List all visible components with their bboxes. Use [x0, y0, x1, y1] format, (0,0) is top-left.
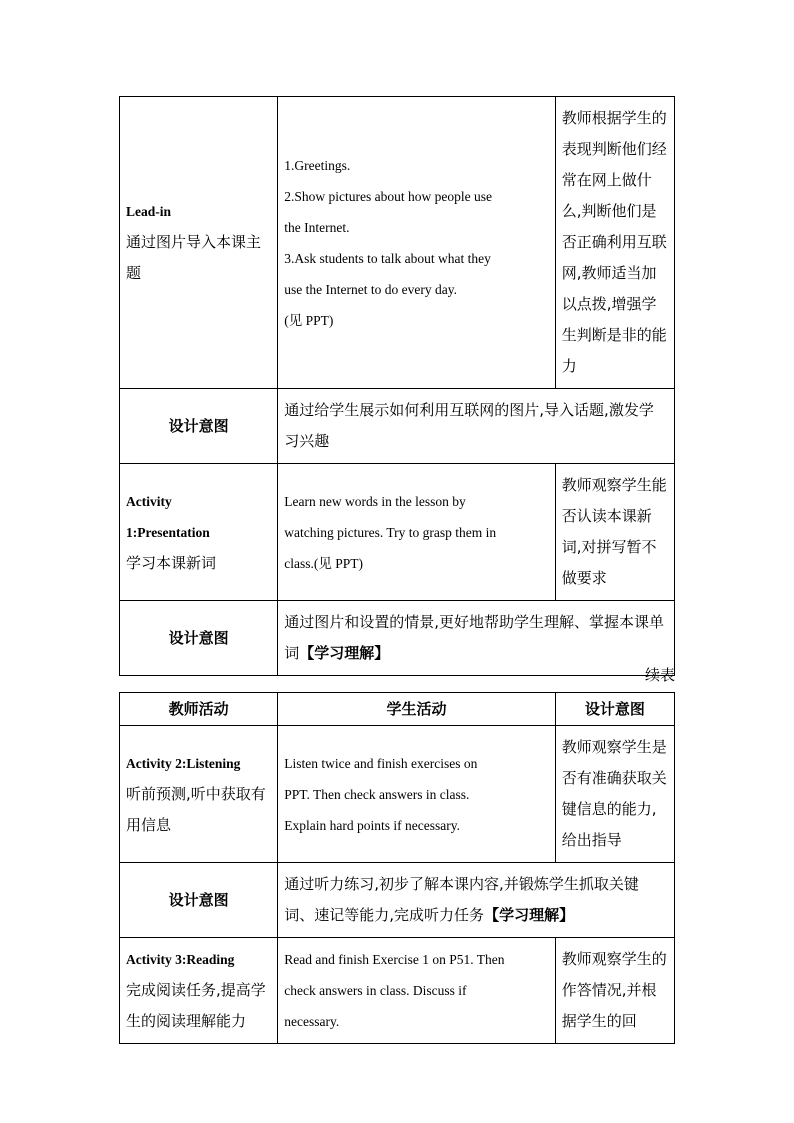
- student-activity-cell: [278, 938, 556, 1044]
- activity-subtitle: 完成阅读任务,提高学生的阅读理解能力: [126, 981, 266, 1030]
- header-design-intent: 设计意图: [555, 693, 674, 726]
- activity-title: Activity 2:Listening: [126, 755, 241, 771]
- design-intent-text: 通过听力练习,初步了解本课内容,并锻炼学生抓取关键词、速记等能力,完成听力任务: [284, 875, 639, 924]
- student-line: class.(见 PPT): [284, 555, 364, 571]
- student-line: Listen twice and finish exercises on: [284, 755, 478, 771]
- intent-cell: 教师根据学生的表现判断他们经常在网上做什么,判断他们是否正确利用互联网,教师适当加以点拨,增强学生判断是非的能力: [555, 97, 674, 389]
- student-line: (见 PPT): [284, 312, 334, 328]
- student-line: Explain hard points if necessary.: [284, 817, 460, 833]
- intent-cell: 教师观察学生是否有准确获取关键信息的能力,给出指导: [555, 726, 674, 863]
- activity-title: Activity 1:Presentation: [126, 493, 210, 540]
- student-line: watching pictures. Try to grasp them in: [284, 524, 497, 540]
- continued-label: 续表: [644, 666, 675, 684]
- student-activity-cell: [278, 464, 556, 601]
- learning-tag: 【学习理解】: [484, 906, 575, 924]
- activity-subtitle: 学习本课新词: [126, 553, 217, 572]
- table-row: [120, 863, 675, 938]
- intent-cell: 教师观察学生的作答情况,并根据学生的回: [555, 938, 674, 1044]
- design-intent-text: 通过给学生展示如何利用互联网的图片,导入话题,激发学习兴趣: [278, 389, 675, 464]
- activity-title: Activity 3:Reading: [126, 952, 235, 967]
- design-intent-label: 设计意图: [120, 389, 278, 464]
- design-intent-label: 设计意图: [120, 863, 278, 938]
- teacher-activity-cell: [120, 938, 278, 1044]
- lesson-table-1: [119, 96, 675, 676]
- student-line: PPT. Then check answers in class.: [284, 786, 470, 802]
- student-line: check answers in class. Discuss if: [284, 983, 467, 998]
- teacher-activity-cell: [120, 97, 278, 389]
- design-intent-cell: [278, 601, 675, 676]
- activity-title: Lead-in: [126, 204, 172, 219]
- student-line: Learn new words in the lesson by: [284, 493, 466, 509]
- student-line: 2.Show pictures about how people use: [284, 188, 492, 204]
- table-header-row: [120, 693, 675, 726]
- learning-tag: 【学习理解】: [299, 644, 390, 662]
- intent-cell: 教师观察学生能否认读本课新词,对拼写暂不做要求: [555, 464, 674, 601]
- student-line: the Internet.: [284, 219, 350, 235]
- table-row: [120, 389, 675, 464]
- student-line: use the Internet to do every day.: [284, 281, 457, 297]
- teacher-activity-cell: [120, 464, 278, 601]
- lesson-table-2: [119, 692, 675, 1044]
- student-activity-cell: [278, 97, 556, 389]
- activity-subtitle: 通过图片导入本课主题: [126, 233, 262, 282]
- student-line: 1.Greetings.: [284, 157, 351, 173]
- activity-subtitle: 听前预测,听中获取有用信息: [126, 784, 266, 834]
- table-row: [120, 726, 675, 863]
- table-row: [120, 464, 675, 601]
- table-row: [120, 601, 675, 676]
- design-intent-label: 设计意图: [120, 601, 278, 676]
- design-intent-cell: [278, 863, 675, 938]
- student-line: Read and finish Exercise 1 on P51. Then: [284, 952, 505, 967]
- header-student-activity: 学生活动: [278, 693, 556, 726]
- header-teacher-activity: 教师活动: [120, 693, 278, 726]
- table-row: [120, 97, 675, 389]
- student-activity-cell: [278, 726, 556, 863]
- teacher-activity-cell: [120, 726, 278, 863]
- table-row: [120, 938, 675, 1044]
- student-line: necessary.: [284, 1014, 340, 1029]
- design-intent-text: 通过图片和设置的情景,更好地帮助学生理解、掌握本课单词: [284, 613, 665, 662]
- student-line: 3.Ask students to talk about what they: [284, 250, 491, 266]
